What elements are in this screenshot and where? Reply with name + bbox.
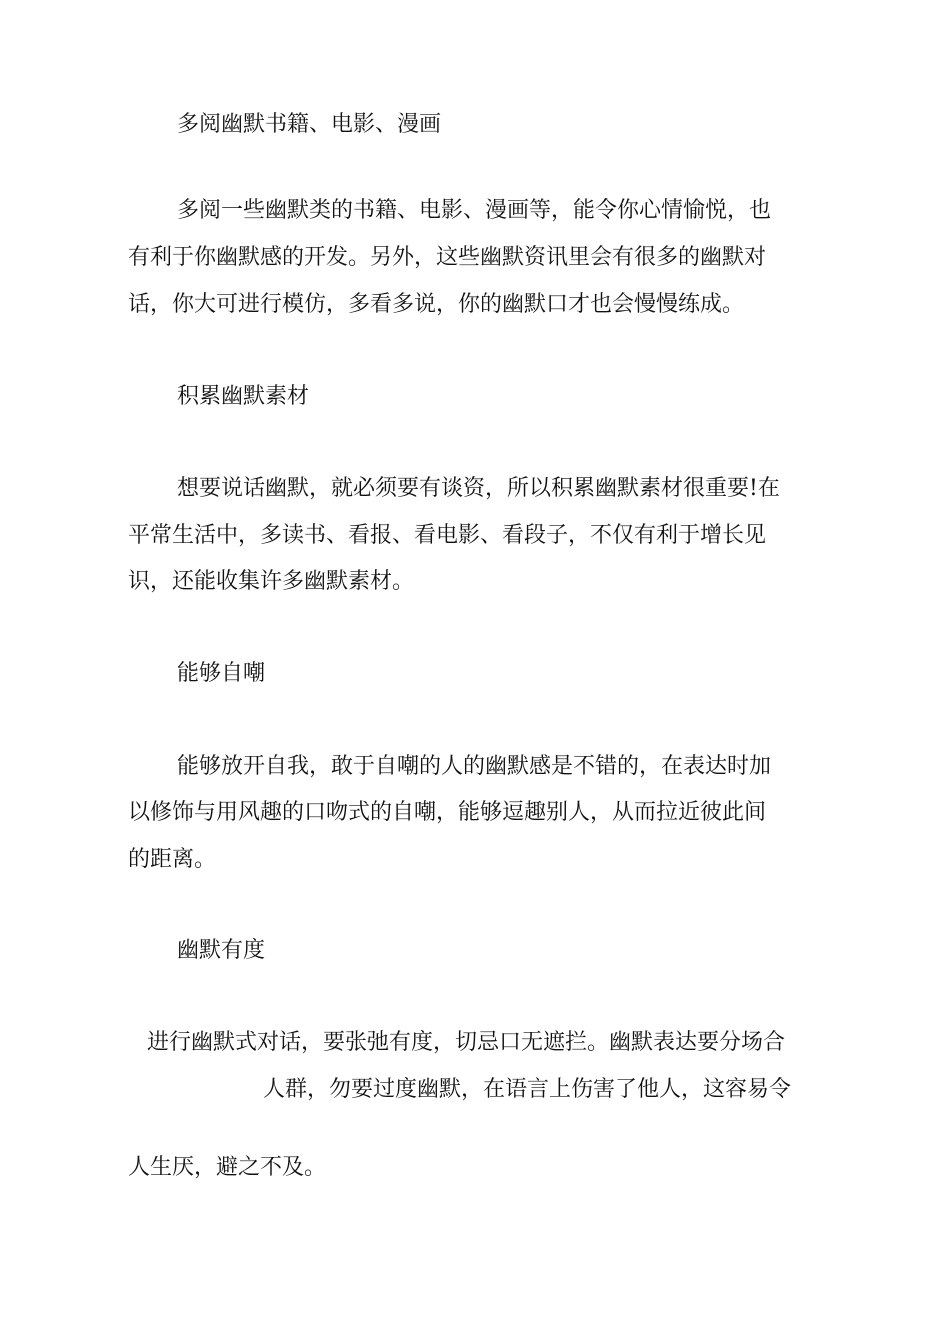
paragraph-line: 多阅一些幽默类的书籍、电影、漫画等，能令你心情愉悦，也: [177, 198, 772, 223]
paragraph-line: 有利于你幽默感的开发。另外，这些幽默资讯里会有很多的幽默对: [128, 245, 767, 270]
section-heading: 幽默有度: [177, 938, 266, 963]
paragraph-line: 的距离。: [128, 847, 217, 872]
paragraph-line: 能够放开自我，敢于自嘲的人的幽默感是不错的，在表达时加: [177, 754, 772, 779]
paragraph-line: 人群，勿要过度幽默，在语言上伤害了他人，这容易令: [263, 1077, 792, 1102]
paragraph-line: 人生厌，避之不及。: [128, 1155, 327, 1180]
paragraph-line: 进行幽默式对话，要张弛有度，切忌口无遮拦。幽默表达要分场合: [147, 1030, 786, 1055]
section-heading: 能够自嘲: [177, 661, 266, 686]
section-heading: 多阅幽默书籍、电影、漫画: [177, 112, 442, 137]
paragraph-line: 以修饰与用风趣的口吻式的自嘲，能够逗趣别人，从而拉近彼此间: [128, 800, 767, 825]
section-heading: 积累幽默素材: [177, 384, 310, 409]
paragraph-line: 话，你大可进行模仿，多看多说，你的幽默口才也会慢慢练成。: [128, 292, 745, 317]
paragraph-line: 想要说话幽默，就必须要有谈资，所以积累幽默素材很重要!在: [177, 476, 780, 501]
paragraph-line: 平常生活中，多读书、看报、看电影、看段子，不仅有利于增长见: [128, 523, 767, 548]
paragraph-line: 识，还能收集许多幽默素材。: [128, 569, 415, 594]
